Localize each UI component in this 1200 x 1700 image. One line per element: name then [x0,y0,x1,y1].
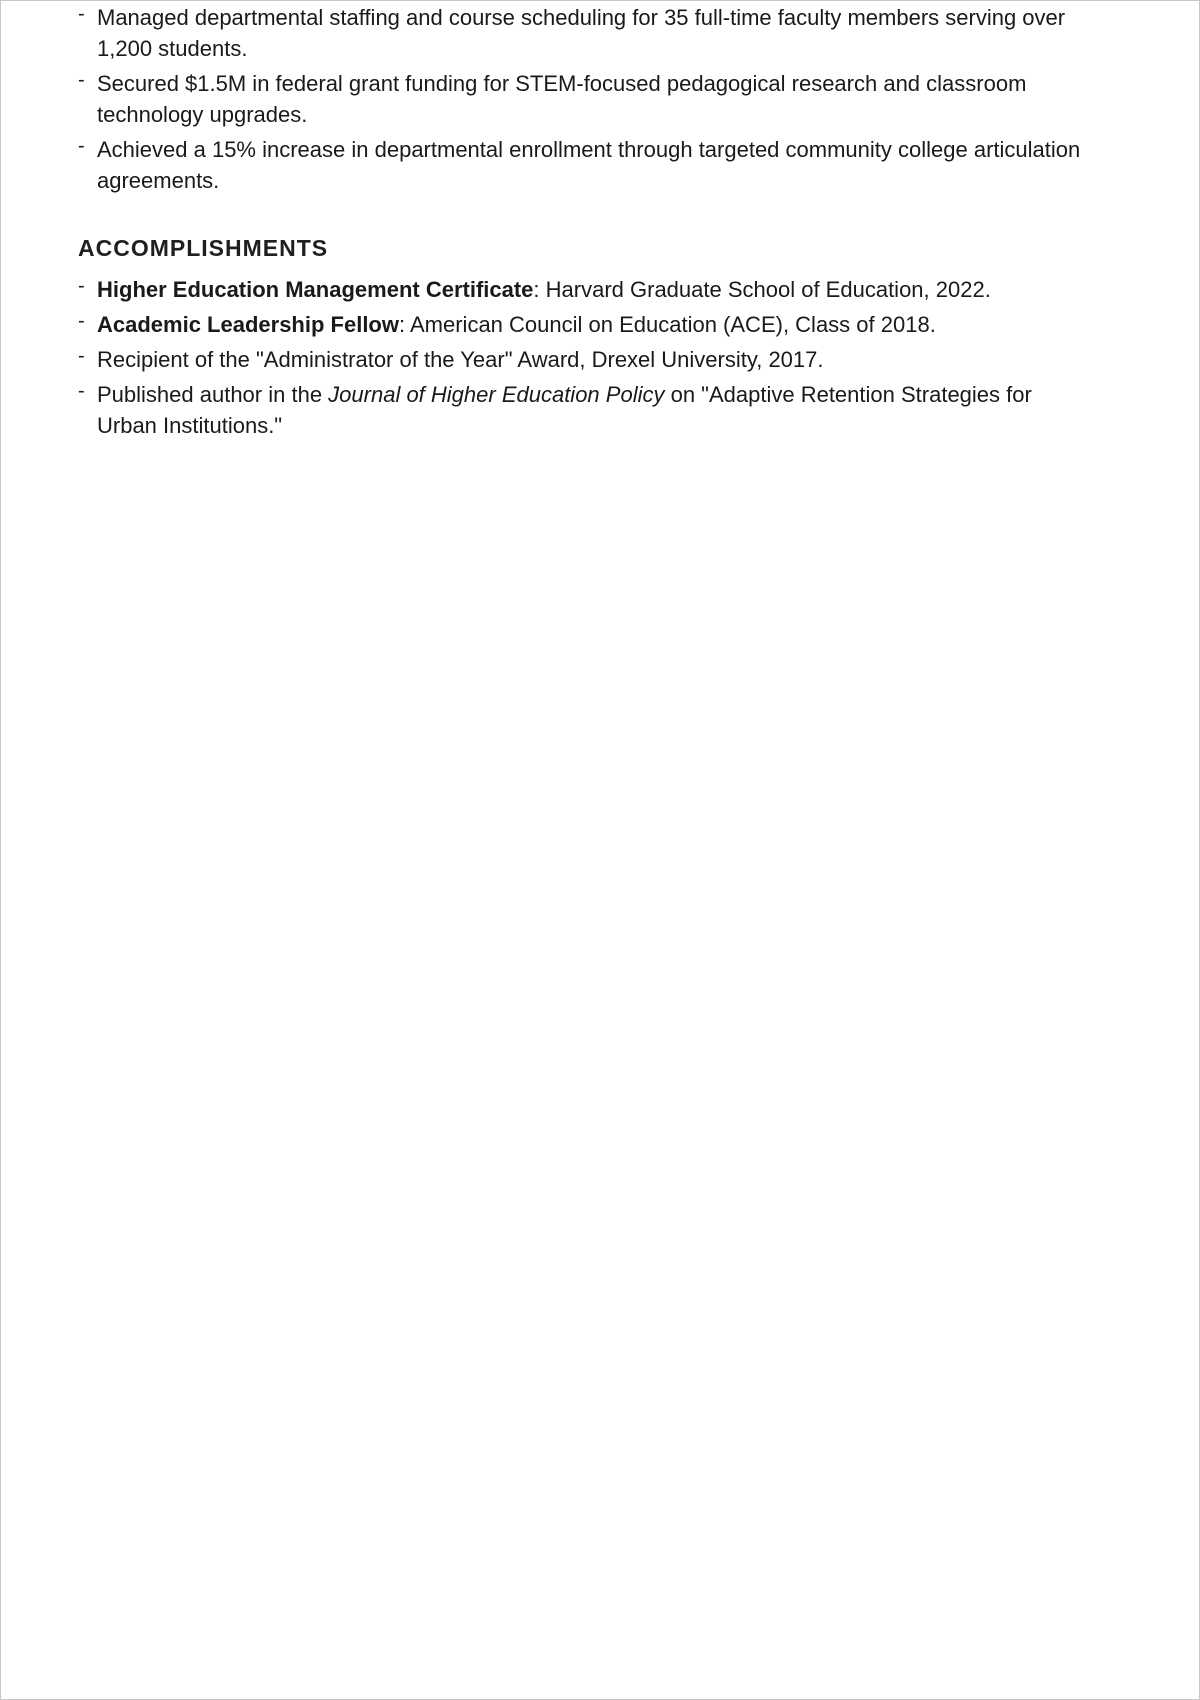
accomplishment-detail-suffix: on "Adaptive Retention Strategies for Urban Institutions." [97,382,1032,438]
list-item [78,379,1088,441]
list-item [78,2,1088,64]
bullet-text: Achieved a 15% increase in departmental enrollment through targeted community college articulation agreements. [97,137,1081,193]
accomplishment-detail-prefix: Published author in the [97,382,329,407]
list-item [78,68,1088,130]
journal-title: Journal of Higher Education Policy [328,382,665,407]
experience-bullet-list [78,2,1088,196]
list-item [78,274,1088,305]
accomplishment-detail: : Harvard Graduate School of Education, 2022. [533,277,991,302]
bullet-marker: - [78,345,85,367]
accomplishment-title: Higher Education Management Certificate [97,277,534,302]
bullet-marker: - [78,275,85,297]
bullet-marker: - [78,310,85,332]
accomplishment-detail: : American Council on Education (ACE), Class of 2018. [398,312,936,337]
bullet-marker: - [78,69,85,91]
accomplishments-list [78,274,1088,441]
bullet-marker: - [78,380,85,402]
accomplishment-detail: Recipient of the "Administrator of the Year" Award, Drexel University, 2017. [97,347,824,372]
bullet-text: Managed departmental staffing and course scheduling for 35 full-time faculty members serving over 1,200 students. [97,5,1066,61]
list-item [78,344,1088,375]
bullet-text: Secured $1.5M in federal grant funding for STEM-focused pedagogical research and classroom technology upgrades. [97,71,1027,127]
bullet-marker: - [78,135,85,157]
accomplishment-title: Academic Leadership Fellow [97,312,399,337]
bullet-marker: - [78,3,85,25]
resume-content [78,1,1088,445]
list-item [78,309,1088,340]
accomplishments-heading: ACCOMPLISHMENTS [78,235,329,261]
list-item [78,134,1088,196]
